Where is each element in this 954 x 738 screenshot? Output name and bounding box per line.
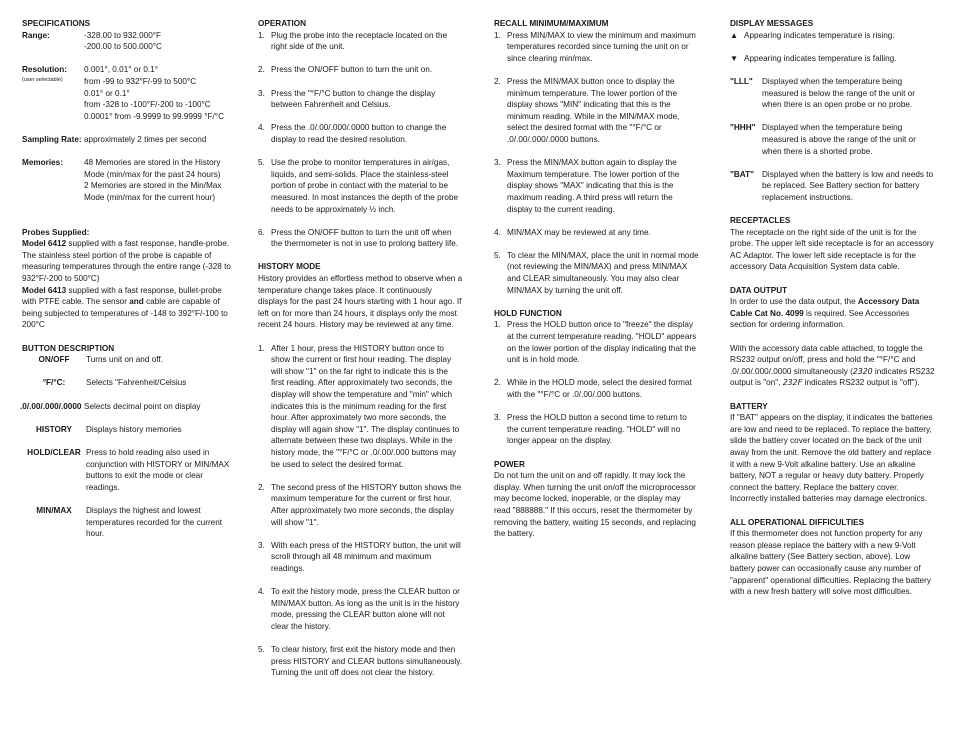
- spec-value: -328.00 to 932.000°F -200.00 to 500.000°C: [84, 30, 162, 52]
- button-desc-row: °F/°C: Selects "Fahrenheit/Celsius: [42, 378, 187, 388]
- operational-difficulties-text: If this thermometer does not function property for any reason please replace the battery with a new 9-Volt alkaline battery (See Battery section, above). Low battery power can occasionally cause any number of "apparent" operational difficulties. Replacing the battery with a new fresh battery will solve most difficulties.: [730, 529, 931, 597]
- segment-display-off: 232F: [782, 377, 803, 388]
- button-desc-row: HISTORY Displays history memories: [36, 424, 182, 434]
- button-desc-row: HOLD/CLEAR Press to hold reading also used in conjunction with HISTORY or MIN/MAX buttons to exit the mode or clear readings.: [27, 447, 230, 492]
- section-title-history-mode: HISTORY MODE: [258, 262, 321, 272]
- history-intro: History provides an effortless method to observe when a temperature change takes place. It continuously displays for the past 24 hours starting with 1 hour ago. If left on for more than 24 hours, it displays only the most recent 24 hours. History may be reviewed at any time.: [258, 274, 463, 330]
- list-item: 5. To clear history, first exit the history mode and then press HISTORY and CLEAR buttons simultaneously. Turning the unit off does not clear the history.: [258, 645, 462, 678]
- spec-value: 48 Memories are stored in the History Mode (min/max for the past 24 hours) 2 Memories are stored in the Min/Max Mode (min/max for the current hour): [84, 158, 222, 202]
- display-message-row: "BAT" Displayed when the battery is low and needs to be replaced. See Battery section for battery replacement instructions.: [730, 169, 934, 202]
- triangle-up-icon: ▲: [730, 30, 739, 40]
- section-title-power: POWER: [494, 459, 525, 469]
- operation-list: [258, 30, 463, 250]
- data-output-toggle-text: With the accessory data cable attached, to toggle the RS232 output on/off, press and hold the "°F/°C and .0/.00/.000/.0000 simultaneously (232O indicates RS232 output is "on", 232F indicates RS232 output is "off").: [730, 343, 935, 388]
- button-desc-row: ON/OFF Turns unit on and off.: [38, 355, 163, 365]
- list-item: 5. Use the probe to monitor temperatures in air/gas, liquids, and semi-solids. Place the stainless-steel portion of probe in contact with the material to be measured. In most instances the depth of the probe needs to be approximately ½ inch.: [258, 158, 459, 214]
- column-specifications: [22, 18, 234, 551]
- data-output-text: In order to use the data output, the Accessory Data Cable Cat No. 4099 is required. See Accessories section for ordering information.: [730, 297, 920, 330]
- hold-list: [494, 319, 699, 447]
- column-display-messages: [730, 18, 935, 598]
- section-title-specifications: SPECIFICATIONS: [22, 19, 91, 28]
- display-message-row: "LLL" Displayed when the temperature being measured is below the range of the unit or when there is an open probe or no probe.: [730, 76, 915, 110]
- list-item: 4. To exit the history mode, press the CLEAR button or MIN/MAX button. As long as the unit is in the history mode, pressing the CLEAR button alone will not clear the history.: [258, 587, 460, 631]
- spec-label: Sampling Rate:: [22, 134, 82, 144]
- section-title-receptacles: RECEPTACLES: [730, 216, 791, 226]
- list-item: 2. Press the MIN/MAX button once to display the minimum temperature. The lower portion of the display shows "MIN" indicating that this is the minimum reading. While in the MIN/MAX mode, select the desired format with the "°F/°C or .0/.00/.000/.0000 buttons.: [494, 76, 680, 144]
- spec-memories: [22, 157, 234, 203]
- falling-indicator: ▼ Appearing indicates temperature is falling.: [730, 53, 897, 63]
- list-item: 1. Press MIN/MAX to view the minimum and maximum temperatures recorded since turning the unit on or since clearing min/max.: [494, 30, 696, 63]
- list-item: 3. With each press of the HISTORY button, the unit will scroll through all 48 minimum and maximum readings.: [258, 540, 461, 573]
- spec-label: Range:: [22, 30, 50, 40]
- list-item: 3. Press the "°F/°C button to change the display between Fahrenheit and Celsius.: [258, 88, 436, 110]
- list-item: 4. MIN/MAX may be reviewed at any time.: [494, 227, 651, 237]
- list-item: 2. Press the ON/OFF button to turn the unit on.: [258, 65, 433, 75]
- section-title-operation: OPERATION: [258, 19, 307, 28]
- list-item: 5. To clear the MIN/MAX, place the unit in normal mode (not reviewing the MIN/MAX) and press MIN/MAX and CLEAR simultaneously. You may also clear MIN/MAX by turning the unit off.: [494, 250, 699, 295]
- list-item: 1. Plug the probe into the receptacle located on the right side of the unit.: [258, 30, 448, 52]
- list-item: 1. Press the HOLD button once to "freeze" the display at the current temperature reading. "HOLD" appears on the lower portion of the display indicating that the unit is in hold mode.: [494, 320, 697, 365]
- section-title-battery: BATTERY: [730, 401, 768, 411]
- segment-display-on: 232O: [852, 365, 873, 376]
- list-item: 2. The second press of the HISTORY button shows the maximum temperature for the current or first hour. After approximately two more seconds, the display will show "1".: [258, 482, 462, 527]
- list-item: 1. After 1 hour, press the HISTORY button once to show the current or first hour reading. The display will show "1" on the far right to indicate this is the first reading. After approximately two seconds, the display will show the temperature and "min" which indicates this is the minimum reading for the first hour. After approximately two more seconds, the display will again show "1". The display continues to alternate between these two displays. While in the history mode, the "°F/°C or .0/.00/.000 buttons may be used to select the desired format.: [258, 343, 460, 469]
- triangle-down-icon: ▼: [730, 53, 739, 63]
- receptacles-text: The receptacle on the right side of the unit is for the probe. The upper left side receptacle is for an accessory AC Adaptor. The lower left side receptacle is for the accessory Data Acquisition System data cable.: [730, 227, 934, 272]
- display-message-row: "HHH" Displayed when the temperature being measured is above the range of the unit or when there is a shorted probe.: [730, 123, 916, 156]
- spec-range: [22, 30, 234, 53]
- button-desc-row: .0/.00/.000/.0000 Selects decimal point on display: [20, 401, 201, 411]
- rising-indicator: ▲ Appearing indicates temperature is rising.: [730, 30, 895, 40]
- list-item: 3. Press the HOLD button a second time to return to the current temperature reading. "HOLD" will no longer appear on the display.: [494, 413, 687, 446]
- section-title-probes: Probes Supplied:: [22, 227, 90, 237]
- column-recall: [494, 18, 699, 540]
- spec-sampling-rate: [22, 134, 234, 146]
- column-operation: [258, 18, 463, 690]
- recall-list: [494, 30, 699, 297]
- section-title-operational-difficulties: ALL OPERATIONAL DIFFICULTIES: [730, 517, 865, 527]
- spec-label: Memories:: [22, 158, 63, 168]
- history-list: [258, 343, 463, 679]
- list-item: 2. While in the HOLD mode, select the desired format with the "°F/°C or .0/.00/.000 buttons.: [494, 378, 692, 399]
- section-title-button-description: BUTTON DESCRIPTION: [22, 343, 115, 353]
- probe-6412-text: Model 6412 supplied with a fast response, handle-probe. The stainless steel portion of the probe is capable of measuring temperatures through the entire range (-328 to 932°F/-200 to 500°C): [22, 239, 231, 284]
- list-item: 4. Press the .0/.00/.000/.0000 button to change the display to read the desired resolution.: [258, 123, 447, 144]
- section-title-display-messages: DISPLAY MESSAGES: [730, 19, 814, 28]
- power-text: Do not turn the unit on and off rapidly. It may lock the display. When turning the unit on/off the microprocessor may become locked, inoperable, or the display may read "888888." If this occurs, reset the thermometer by removing the battery, waiting 15 seconds, and replacing the battery.: [494, 471, 696, 539]
- section-title-recall: RECALL MINIMUM/MAXIMUM: [494, 19, 609, 28]
- spec-sublabel: (user selectable): [22, 76, 63, 83]
- list-item: 3. Press the MIN/MAX button again to display the Maximum temperature. The lower portion of the display shows "MAX" indicating that this is the maximum reading. A third press will return the display to the current reading.: [494, 158, 680, 214]
- section-title-data-output: DATA OUTPUT: [730, 285, 788, 295]
- button-desc-row: MIN/MAX Displays the highest and lowest temperatures recorded for the current hour.: [36, 505, 223, 539]
- spec-value: 0.001°, 0.01° or 0.1° from -99 to 932°F/-99 to 500°C 0.01° or 0.1° from -328 to -100°F/-200 to -100°C 0.0001° from -9.9999 to 99.9999 °F/°C: [84, 65, 224, 121]
- list-item: 6. Press the ON/OFF button to turn the unit off when the thermometer is not in use to prolong battery life.: [258, 227, 459, 249]
- battery-text: If "BAT" appears on the display, it indicates the batteries are low and need to be replaced. To replace the battery, slide the battery cover located on the back of the unit away from the unit. Remove the old battery and replace it with a new 9-Volt alkaline battery. Use an alkaline battery, NOT a regular or heavy duty battery. Properly connect the battery. Replace the battery cover. Incorrectly installed batteries may damage electronics.: [730, 413, 933, 504]
- probe-6413-text: Model 6413 supplied with a fast response, bullet-probe with PTFE cable. The sensor and cable are capable of being subjected to temperatures of -148 to 392°F/-100 to 200°C: [22, 285, 228, 330]
- spec-value: approximately 2 times per second: [84, 134, 207, 144]
- section-title-hold: HOLD FUNCTION: [494, 308, 562, 318]
- spec-label: Resolution: (user selectable): [22, 64, 84, 122]
- spec-resolution: [22, 64, 234, 122]
